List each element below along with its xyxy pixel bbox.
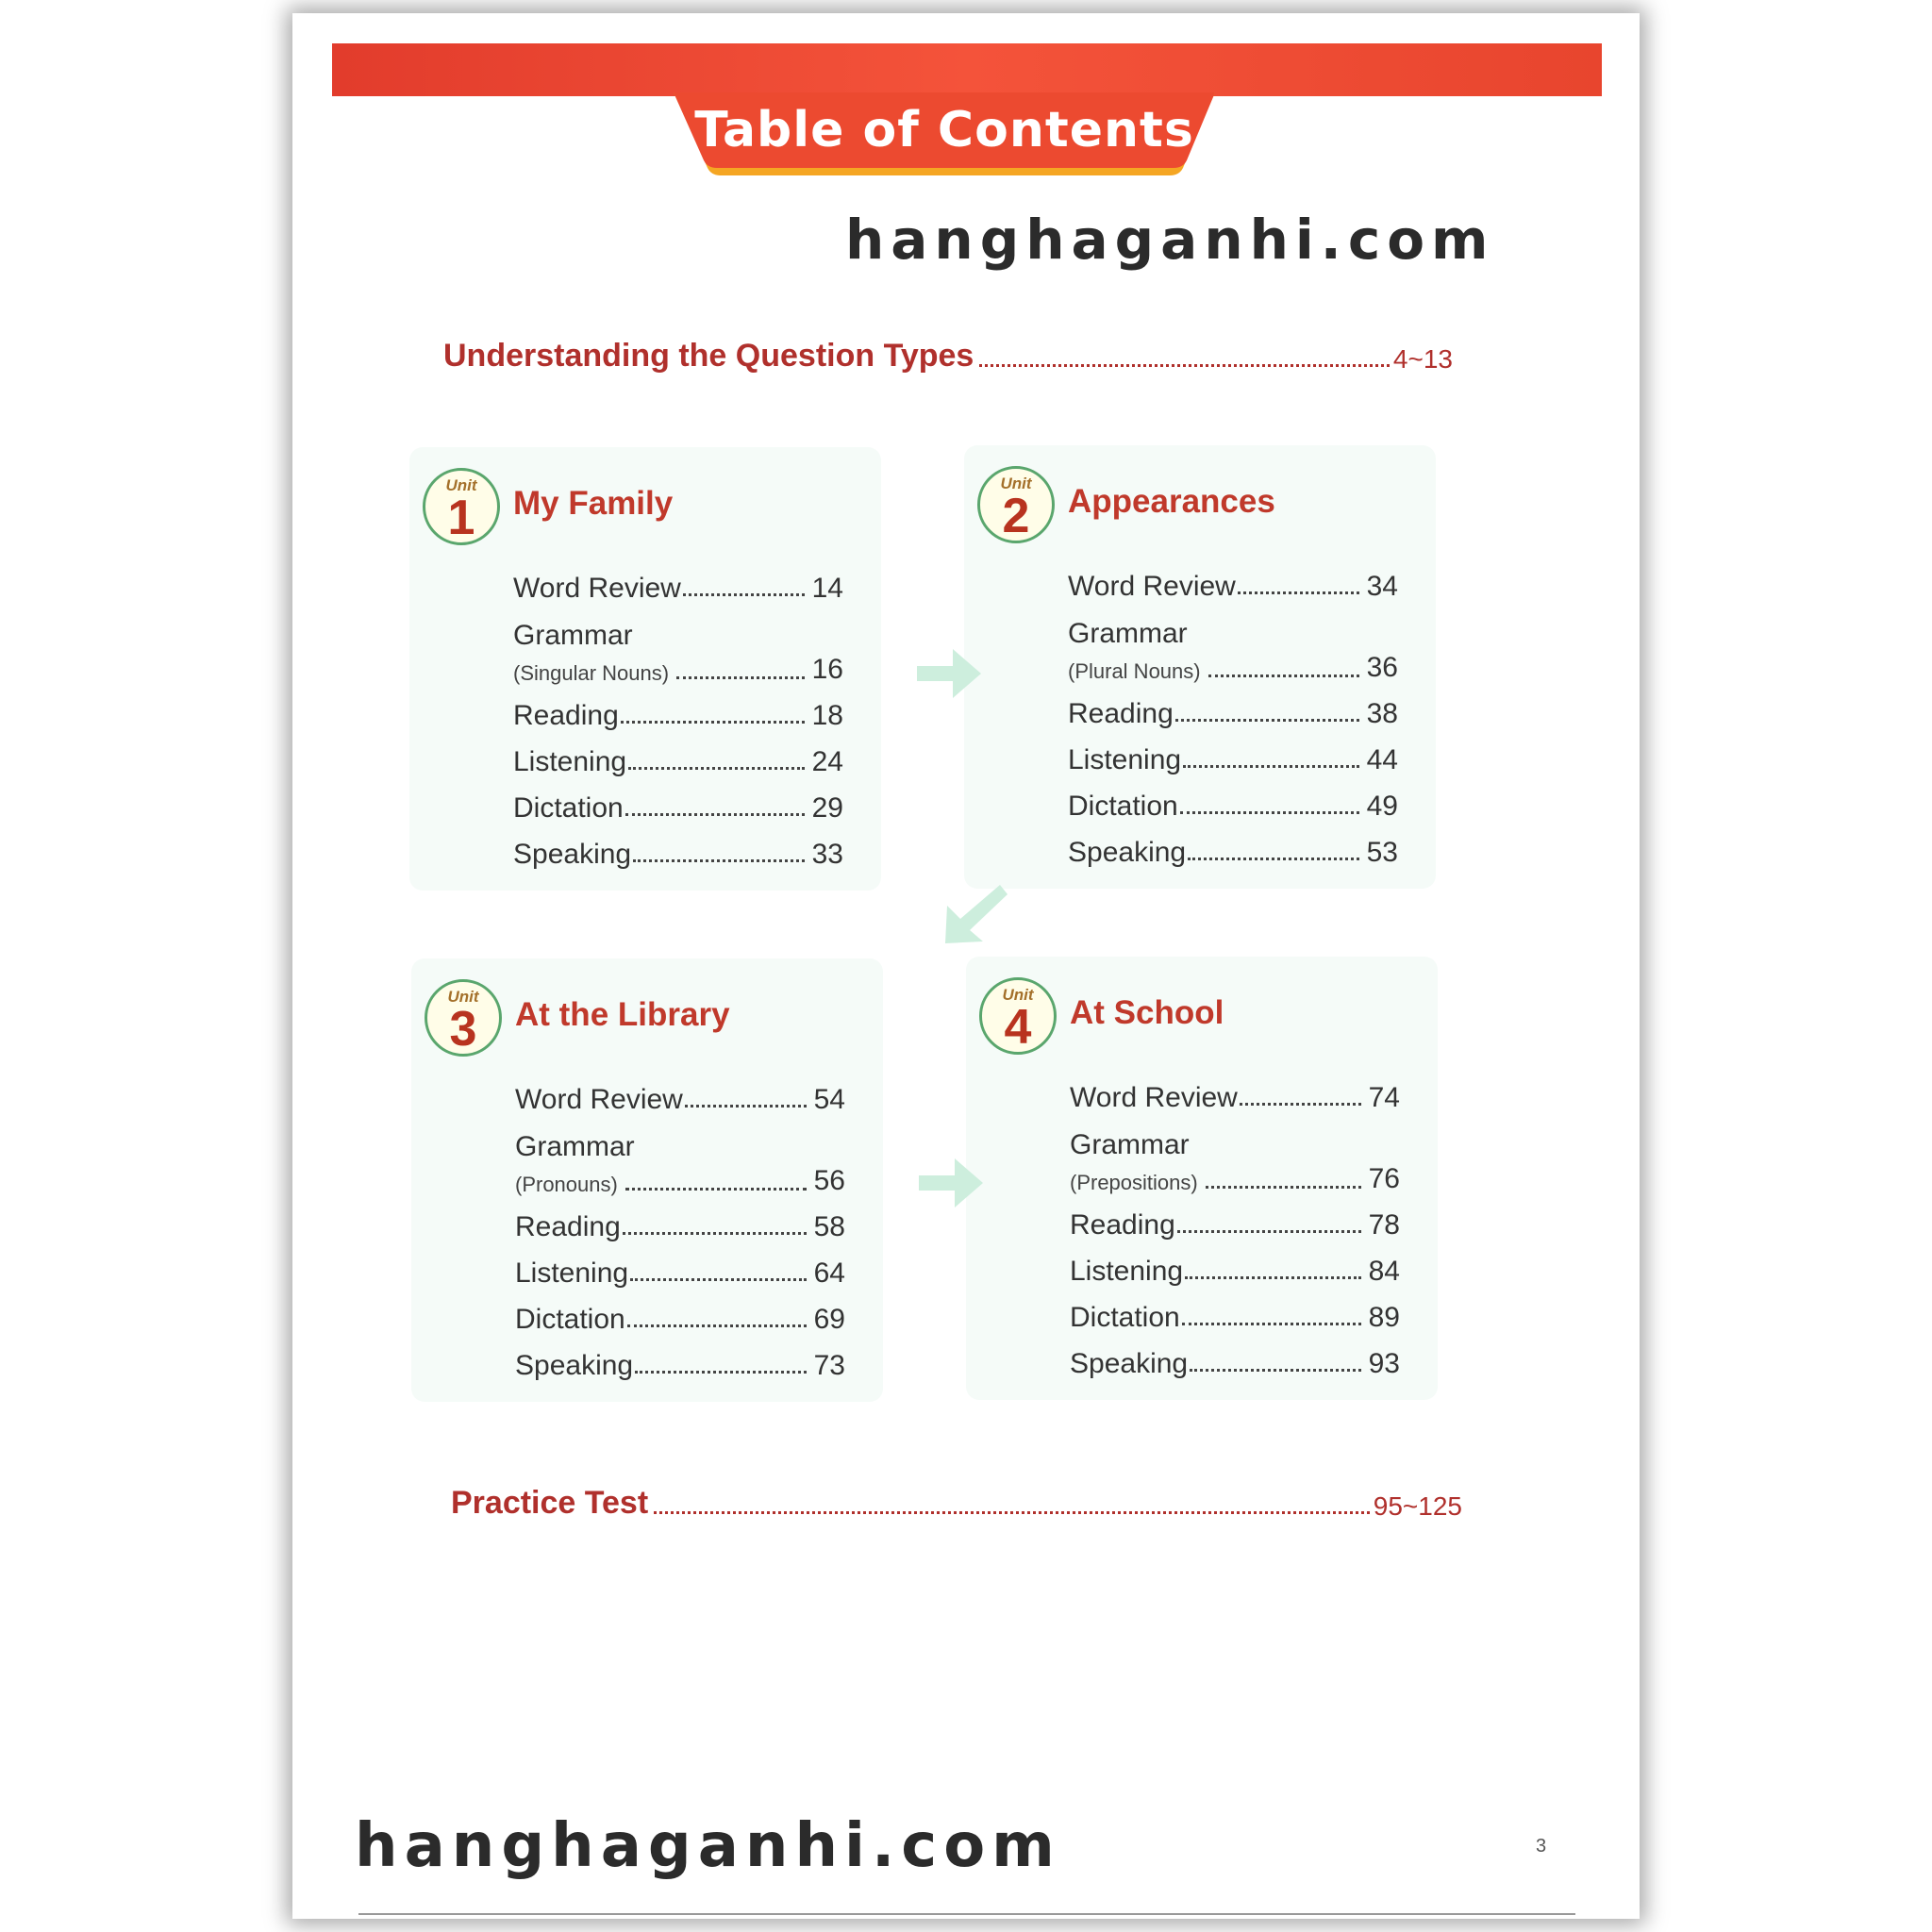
arrow-down-left-icon <box>941 881 1008 947</box>
toc-item-word-review[interactable] <box>1070 1068 1400 1114</box>
item-label: Dictation <box>1070 1302 1180 1333</box>
item-sublabel: (Plural Nouns) <box>1068 659 1201 683</box>
leader-dots <box>1190 1369 1361 1372</box>
leader-dots <box>623 1232 807 1235</box>
leader-dots <box>1183 765 1359 768</box>
item-page: 89 <box>1368 1302 1400 1333</box>
unit-badge-label: Unit <box>1000 475 1032 492</box>
arrow-right-icon <box>917 645 983 702</box>
leader-dots <box>627 1324 807 1327</box>
item-page: 34 <box>1366 571 1398 602</box>
item-sublabel: (Prepositions) <box>1070 1171 1198 1194</box>
item-label: Listening <box>515 1257 629 1289</box>
item-label: Dictation <box>513 792 624 824</box>
intro-title: Understanding the Question Types <box>443 338 974 374</box>
toc-item-speaking[interactable] <box>1070 1334 1400 1380</box>
item-label: Word Review <box>515 1084 683 1115</box>
toc-item-dictation[interactable] <box>515 1290 845 1336</box>
toc-item-reading[interactable] <box>513 686 843 732</box>
toc-item-speaking[interactable] <box>1068 823 1398 869</box>
leader-dots <box>1180 811 1359 814</box>
item-label: Listening <box>513 746 627 777</box>
unit-badge <box>425 979 502 1057</box>
toc-item-listening[interactable] <box>513 732 843 778</box>
item-page: 53 <box>1366 837 1398 868</box>
arrow-right-icon <box>919 1155 985 1211</box>
bottom-divider <box>358 1913 1575 1915</box>
toc-item-word-review[interactable] <box>513 558 843 605</box>
item-label: Speaking <box>1070 1348 1189 1379</box>
toc-item-dictation[interactable] <box>513 778 843 824</box>
item-label: Reading <box>515 1211 621 1242</box>
leader-dots <box>1182 1323 1361 1325</box>
unit-4-card <box>966 957 1438 1400</box>
toc-item-speaking[interactable] <box>515 1336 845 1382</box>
leader-dots <box>1208 675 1359 677</box>
item-label: Reading <box>513 700 619 731</box>
unit-badge <box>977 466 1055 543</box>
item-label: Reading <box>1070 1209 1175 1241</box>
unit-items <box>513 558 843 871</box>
leader-dots <box>621 721 805 724</box>
toc-item-dictation[interactable] <box>1070 1288 1400 1334</box>
toc-item-word-review[interactable] <box>1068 557 1398 603</box>
item-page: 84 <box>1368 1256 1400 1287</box>
unit-badge-number: 2 <box>1002 489 1030 543</box>
item-page: 74 <box>1368 1082 1400 1113</box>
leader-dots <box>1177 1230 1361 1233</box>
unit-badge-label: Unit <box>1002 986 1034 1004</box>
unit-title[interactable]: At the Library <box>515 996 730 1033</box>
leader-dots <box>625 813 805 816</box>
page-number: 3 <box>1536 1836 1547 1857</box>
header-banner <box>332 43 1602 96</box>
practice-title: Practice Test <box>451 1485 649 1521</box>
page-title: Table of Contents <box>694 102 1194 158</box>
item-page: 58 <box>813 1211 845 1242</box>
item-label: Grammar <box>1070 1129 1190 1160</box>
toc-item-word-review[interactable] <box>515 1070 845 1116</box>
item-label: Word Review <box>1070 1082 1238 1113</box>
unit-badge <box>423 468 500 545</box>
toc-item-reading[interactable] <box>1070 1195 1400 1241</box>
item-label: Speaking <box>1068 837 1187 868</box>
unit-3-card <box>411 958 883 1402</box>
item-page: 24 <box>811 746 843 777</box>
practice-pages: 95~125 <box>1373 1491 1462 1521</box>
toc-intro-line[interactable] <box>443 338 1453 375</box>
unit-badge-number: 3 <box>449 1002 477 1057</box>
toc-item-listening[interactable] <box>1068 730 1398 776</box>
toc-practice-line[interactable] <box>451 1485 1462 1522</box>
leader-dots <box>633 859 805 862</box>
leader-dots <box>654 1511 1370 1514</box>
item-page: 44 <box>1366 744 1398 775</box>
item-page: 16 <box>811 654 843 685</box>
toc-item-grammar[interactable] <box>1068 603 1398 684</box>
unit-badge-number: 4 <box>1004 1000 1032 1055</box>
item-label: Grammar <box>513 620 633 651</box>
book-page <box>292 13 1640 1919</box>
item-page: 56 <box>813 1165 845 1196</box>
item-page: 69 <box>813 1304 845 1335</box>
item-page: 36 <box>1366 652 1398 683</box>
item-page: 73 <box>813 1350 845 1381</box>
item-page: 78 <box>1368 1209 1400 1241</box>
leader-dots <box>635 1371 807 1374</box>
item-page: 93 <box>1368 1348 1400 1379</box>
unit-badge-label: Unit <box>447 988 479 1006</box>
item-page: 49 <box>1366 791 1398 822</box>
leader-dots <box>1185 1276 1361 1279</box>
intro-pages: 4~13 <box>1392 344 1453 374</box>
unit-title[interactable]: My Family <box>513 485 674 522</box>
item-label: Grammar <box>1068 618 1188 649</box>
unit-title[interactable]: Appearances <box>1068 483 1275 520</box>
item-sublabel: (Pronouns) <box>515 1173 618 1196</box>
toc-item-grammar[interactable] <box>513 605 843 686</box>
item-page: 29 <box>811 792 843 824</box>
toc-item-grammar[interactable] <box>1070 1114 1400 1195</box>
leader-dots <box>979 364 1390 367</box>
item-sublabel: (Singular Nouns) <box>513 661 670 685</box>
leader-dots <box>1175 719 1359 722</box>
toc-item-grammar[interactable] <box>515 1116 845 1197</box>
item-label: Speaking <box>515 1350 634 1381</box>
unit-items <box>1070 1068 1400 1380</box>
unit-items <box>1068 557 1398 869</box>
unit-badge <box>979 977 1057 1055</box>
item-label: Dictation <box>1068 791 1178 822</box>
leader-dots <box>625 1188 807 1191</box>
unit-2-card <box>964 445 1436 889</box>
toc-item-speaking[interactable] <box>513 824 843 871</box>
item-page: 33 <box>811 839 843 870</box>
item-label: Reading <box>1068 698 1174 729</box>
leader-dots <box>1240 1103 1361 1106</box>
item-label: Dictation <box>515 1304 625 1335</box>
item-page: 14 <box>811 573 843 604</box>
toc-item-reading[interactable] <box>515 1197 845 1243</box>
item-label: Word Review <box>513 573 681 604</box>
item-page: 38 <box>1366 698 1398 729</box>
toc-item-dictation[interactable] <box>1068 776 1398 823</box>
unit-badge-number: 1 <box>447 491 475 545</box>
leader-dots <box>683 593 805 596</box>
item-label: Listening <box>1070 1256 1184 1287</box>
leader-dots <box>676 676 805 679</box>
item-label: Word Review <box>1068 571 1236 602</box>
unit-1-card <box>409 447 881 891</box>
header-title-tab <box>674 92 1215 177</box>
toc-item-reading[interactable] <box>1068 684 1398 730</box>
item-page: 54 <box>813 1084 845 1115</box>
leader-dots <box>630 1278 807 1281</box>
leader-dots <box>628 767 805 770</box>
item-label: Listening <box>1068 744 1182 775</box>
unit-title[interactable]: At School <box>1070 994 1224 1031</box>
toc-item-listening[interactable] <box>515 1243 845 1290</box>
watermark-bottom: hanghaganhi.com <box>355 1811 1061 1881</box>
unit-badge-label: Unit <box>445 476 477 494</box>
item-label: Grammar <box>515 1131 635 1162</box>
item-label: Speaking <box>513 839 632 870</box>
item-page: 76 <box>1368 1163 1400 1194</box>
leader-dots <box>685 1105 807 1108</box>
unit-items <box>515 1070 845 1382</box>
item-page: 18 <box>811 700 843 731</box>
item-page: 64 <box>813 1257 845 1289</box>
leader-dots <box>1206 1186 1361 1189</box>
toc-item-listening[interactable] <box>1070 1241 1400 1288</box>
leader-dots <box>1188 858 1359 860</box>
watermark-top: hanghaganhi.com <box>845 208 1495 272</box>
leader-dots <box>1238 591 1359 594</box>
